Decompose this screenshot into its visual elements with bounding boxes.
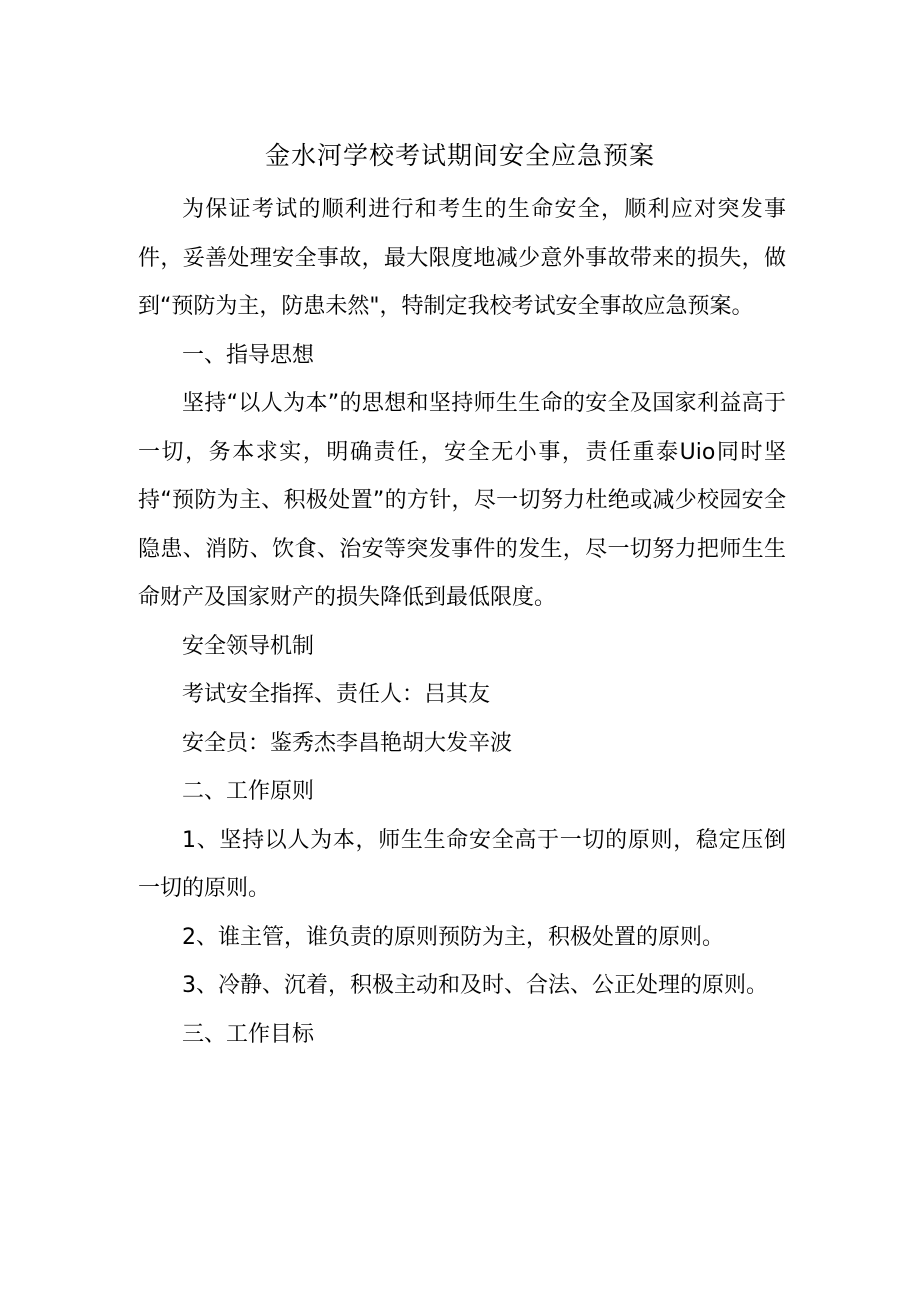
subheading-safety-leadership: 安全领导机制 — [182, 633, 315, 659]
paragraph-safety-officers: 安全员：鉴秀杰李昌艳胡大发辛波 — [182, 730, 513, 756]
principle-item-2: 2、谁主管，谁负责的原则预防为主，积极处置的原则。 — [182, 924, 724, 950]
section-heading-work-principles: 二、工作原则 — [182, 779, 315, 804]
principle-item-3: 3、冷静、沉着，积极主动和及时、合法、公正处理的原则。 — [182, 973, 768, 998]
section-heading-guiding-idea: 一、指导思想 — [182, 342, 315, 368]
paragraph-responsible-person: 考试安全指挥、责任人：吕其友 — [182, 682, 491, 707]
document-title: 金水河学校考试期间安全应急预案 — [264, 141, 655, 170]
paragraph-intro: 为保证考试的顺利进行和考生的生命安全，顺利应对突发事件，妥善处理安全事故，最大限度地减少意外事故带来的损失，做到“预防为主，防患未然"，特制定我校考试安全事故应急预案。 — [138, 197, 786, 319]
section-heading-work-goals: 三、工作目标 — [182, 1021, 315, 1047]
paragraph-guiding-idea: 坚持“以人为本”的思想和坚持师生生命的安全及国家利益高于一切，务本求实，明确责任，安全无小事，责任重泰Uio同时坚持“预防为主、积极处置”的方针，尽一切努力杜绝或减少校园安全隐患、消防、饮食、治安等突发事件的发生，尽一切努力把师生生命财产及国家财产的损失降低到最低限度。 — [138, 391, 786, 610]
document-body — [138, 186, 786, 1059]
principle-item-1: 1、坚持以人为本，师生生命安全高于一切的原则，稳定压倒一切的原则。 — [138, 827, 786, 901]
